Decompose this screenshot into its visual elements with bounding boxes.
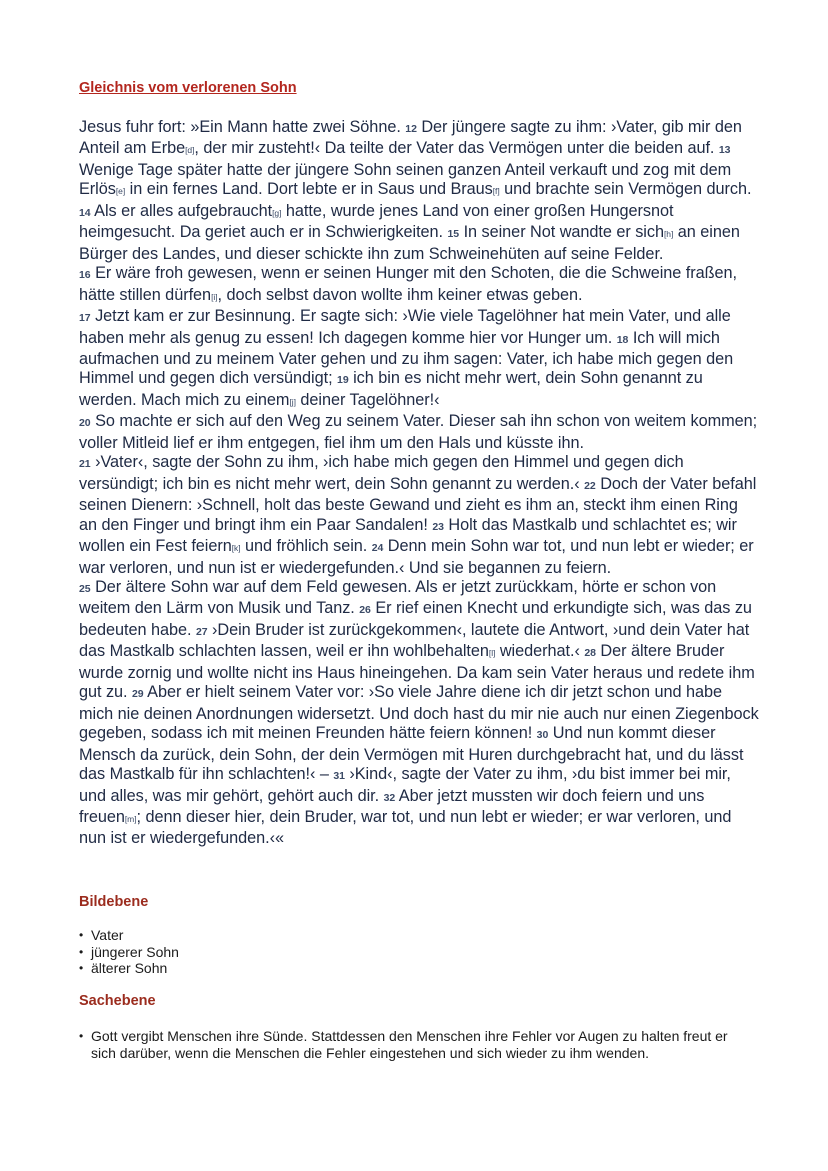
passage-text: Der jüngere sagte zu ihm: ›Vater, gib mir den Anteil am Erbe [79, 118, 742, 158]
passage-text: und brachte sein Vermögen durch. [499, 180, 752, 199]
verse-number: 27 [195, 625, 208, 638]
verse-number: 12 [405, 123, 417, 135]
verse-number: 29 [132, 688, 144, 701]
verse-number: 18 [616, 333, 629, 346]
footnote-marker: [h] [663, 229, 674, 240]
passage-text: Denn mein Sohn war tot, und nun lebt er wieder; er war verloren, und nun ist er wiedergefunden.‹ Und sie begannen zu feiern. [79, 537, 754, 577]
footnote-marker: [i] [211, 291, 218, 302]
bildebene-heading: Bildebene [79, 894, 149, 910]
passage-text: deiner Tagelöhner!‹ [295, 390, 440, 409]
passage-text: Aber jetzt mussten wir doch feiern und uns freuen [79, 786, 705, 826]
verse-number: 28 [584, 647, 596, 660]
passage-paragraph [79, 412, 759, 453]
passage-text: ich bin es nicht mehr wert, dein Sohn genannt zu werden. Mach mich zu einem [79, 369, 703, 409]
passage-text: und fröhlich sein. [240, 537, 372, 556]
passage-paragraph [79, 578, 759, 849]
passage-paragraph [79, 118, 759, 202]
list-item: • Gott vergibt Menschen ihre Sünde. Stattdessen den Menschen ihre Fehler vor Augen zu halten freut er sich darüber, wenn die Menschen die Fehler eingestehen und sich wieder zu ihm wenden. [79, 1028, 739, 1061]
passage-text: Als er alles aufgebraucht [90, 201, 273, 220]
footnote-marker: [j] [289, 396, 296, 407]
passage-text: ›Vater‹, sagte der Sohn zu ihm, ›ich habe mich gegen den Himmel und gegen dich versündigt; ich bin es nicht mehr wert, dein Sohn genannt zu werden.‹ [79, 453, 684, 493]
passage-text: ; denn dieser hier, dein Bruder, war tot, und nun lebt er wieder; er war verloren, und nun ist er wiedergefunden.‹« [79, 807, 732, 848]
list-item: • Vater [79, 927, 759, 944]
verse-number: 19 [337, 374, 349, 387]
verse-number: 21 [79, 458, 91, 471]
passage-text: ›Kind‹, sagte der Vater zu ihm, ›du bist immer bei mir, und alles, was mir gehört, gehört auch dir. [79, 765, 731, 805]
footnote-marker: [g] [272, 207, 282, 218]
footnote-marker: [d] [185, 145, 195, 156]
verse-number: 13 [718, 144, 731, 157]
verse-number: 17 [79, 312, 91, 325]
verse-number: 31 [333, 770, 345, 783]
page-title: Gleichnis vom verlorenen Sohn [79, 80, 297, 96]
passage-text: in ein fernes Land. Dort lebte er in Saus und Braus [125, 180, 493, 199]
list-item: • älterer Sohn [79, 960, 759, 977]
footnote-marker: [m] [124, 813, 137, 824]
footnote-marker: [f] [492, 186, 500, 197]
passage-text: Doch der Vater befahl seinen Dienern: ›Schnell, holt das beste Gewand und zieht es ihm an, steckt ihm einen Ring an den Finger und bringt ihm ein Paar Sandalen! [79, 474, 757, 534]
verse-number: 14 [79, 206, 91, 219]
passage-text: Ich will mich aufmachen und zu meinem Vater gehen und zu ihm sagen: Vater, ich habe mich gegen den Himmel und gegen dich versündigt; [79, 328, 734, 388]
passage-text: an einen Bürger des Landes, und dieser schickte ihn zum Schweinehüten auf seine Felder. [79, 223, 740, 263]
passage-text: So machte er sich auf den Weg zu seinem Vater. Dieser sah ihn schon von weitem kommen; voller Mitleid lief er ihm entgegen, fiel ihm um den Hals und küsste ihn. [79, 412, 758, 452]
verse-number: 22 [584, 479, 596, 492]
verse-number: 15 [447, 228, 460, 241]
passage-text: , der mir zusteht!‹ Da teilte der Vater das Vermögen unter die beiden auf. [194, 139, 719, 158]
passage-text: Jetzt kam er zur Besinnung. Er sagte sich: ›Wie viele Tagelöhner hat mein Vater, und alle haben mehr als genug zu essen! Ich dagegen komme hier vor Hunger um. [79, 307, 731, 347]
verse-number: 30 [536, 729, 549, 742]
sachebene-list [79, 1028, 739, 1061]
passage-text: Und nun kommt dieser Mensch da zurück, dein Sohn, der dein Vermögen mit Huren durchgebracht hat, und du lässt das Mastkalb für ihn schlachten!‹ – [79, 724, 744, 784]
footnote-marker: [e] [115, 186, 126, 197]
passage-text: Jesus fuhr fort: »Ein Mann hatte zwei Söhne. [79, 118, 406, 136]
passage-text: wiederhat.‹ [495, 642, 585, 661]
passage-text: , doch selbst davon wollte ihm keiner etwas geben. [217, 285, 583, 304]
verse-number: 16 [79, 269, 91, 282]
list-item: • jüngerer Sohn [79, 944, 759, 961]
verse-number: 26 [359, 604, 371, 617]
passage-text: Holt das Mastkalb und schlachtet es; wir wollen ein Fest feiern [79, 515, 737, 556]
passage-paragraph [79, 453, 759, 578]
passage-paragraph [79, 202, 759, 264]
passage-text: Wenige Tage später hatte der jüngere Sohn seinen ganzen Anteil verkauft und zog mit dem Erlös [79, 160, 732, 199]
passage-text: Der ältere Bruder wurde zornig und wollte nicht ins Haus hineingehen. Da kam sein Vater heraus und redete ihm gut zu. [79, 642, 755, 702]
verse-number: 32 [383, 791, 396, 804]
passage-text: Aber er hielt seinem Vater vor: ›So viele Jahre diene ich dir jetzt schon und habe mich nie deinen Anordnungen widersetzt. Und doch hast du mir nie auch nur einen Ziegenbock gegeben, sodass ich mit meinen Freunden hätte feiern können! [79, 683, 759, 743]
passage-text: ›Dein Bruder ist zurückgekommen‹, lautete die Antwort, ›und dein Vater hat das Mastkalb schlachten lassen, weil er ihn wohlbehalten [79, 620, 750, 661]
passage-text: Der ältere Sohn war auf dem Feld gewesen. Als er jetzt zurückkam, hörte er schon von weitem den Lärm von Musik und Tanz. [79, 577, 717, 618]
passage-text: hatte, wurde jenes Land von einer großen Hungersnot heimgesucht. Da geriet auch er in Schwierigkeiten. [79, 201, 674, 242]
sachebene-heading: Sachebene [79, 993, 156, 1009]
footnote-marker: [k] [231, 543, 241, 554]
passage-paragraph [79, 264, 759, 307]
passage-text: In seiner Not wandte er sich [459, 223, 664, 242]
verse-number: 24 [371, 542, 384, 555]
bildebene-list [79, 927, 759, 977]
passage-text: Er rief einen Knecht und erkundigte sich, was das zu bedeuten habe. [79, 599, 752, 639]
bible-passage [79, 118, 759, 849]
verse-number: 25 [79, 582, 91, 595]
passage-text: Er wäre froh gewesen, wenn er seinen Hunger mit den Schoten, die die Schweine fraßen, hätte stillen dürfen [79, 264, 738, 304]
footnote-marker: [l] [488, 648, 496, 659]
passage-paragraph [79, 307, 759, 412]
verse-number: 23 [432, 520, 444, 533]
verse-number: 20 [79, 417, 91, 430]
